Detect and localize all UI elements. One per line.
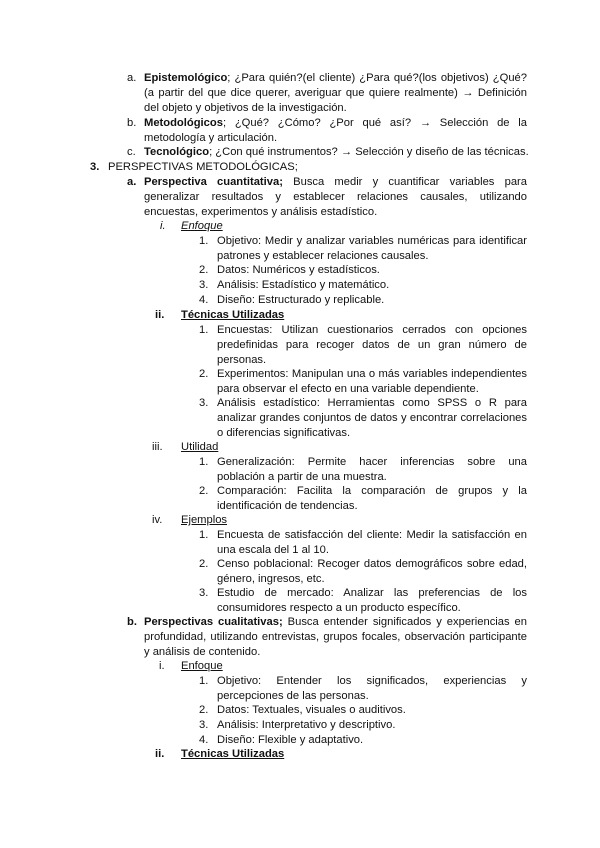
qual-term: Perspectivas cualitativas;	[144, 616, 283, 628]
quant-enfoque-heading: Enfoque	[181, 220, 223, 232]
list-item: Objetivo: Medir y analizar variables numéricas para identificar patrones y establecer relaciones causales.	[217, 235, 527, 262]
list-item: Comparación: Facilita la comparación de grupos y la identificación de tendencias.	[217, 485, 527, 512]
roman-marker: ii.	[155, 309, 165, 321]
roman-marker: i.	[159, 660, 165, 672]
quant-paragraph	[144, 175, 527, 220]
list-item: Análisis: Interpretativo y descriptivo.	[217, 719, 396, 731]
quant-term: Perspectiva cuantitativa;	[144, 176, 283, 188]
list-item: Encuestas: Utilizan cuestionarios cerrados con opciones predefinidas para recoger datos de un gran número de personas.	[217, 324, 527, 366]
number-marker: 1.	[199, 235, 209, 247]
number-marker: 2.	[199, 368, 209, 380]
list-item: Análisis: Estadístico y matemático.	[217, 279, 390, 291]
number-marker: 4.	[199, 734, 209, 746]
number-marker: 1.	[199, 529, 209, 541]
roman-marker: iv.	[152, 514, 163, 526]
list-item: Datos: Numéricos y estadísticos.	[217, 264, 380, 276]
item-text: ; ¿Qué? ¿Cómo? ¿Por qué así? → Selección de la metodología y articulación.	[144, 117, 527, 144]
qual-text: Busca entender significados y experiencias en profundidad, utilizando entrevistas, grupos focales, observación participante y análisis de contenido.	[144, 616, 527, 658]
list-marker: c.	[127, 146, 136, 158]
list-item: Experimentos: Manipulan una o más variables independientes para observar el efecto en una variable dependiente.	[217, 368, 527, 395]
list-item: Diseño: Estructurado y replicable.	[217, 294, 385, 306]
list-item: Análisis estadístico: Herramientas como SPSS o R para analizar grandes conjuntos de datos y encontrar correlaciones o diferencias significativas.	[217, 397, 527, 439]
list-item: Censo poblacional: Recoger datos demográficos sobre edad, género, ingresos, etc.	[217, 558, 527, 585]
number-marker: 1.	[199, 675, 209, 687]
number-marker: 3.	[199, 397, 209, 409]
list-item: Estudio de mercado: Analizar las preferencias de los consumidores respecto a un producto específico.	[217, 587, 527, 614]
list-item: Objetivo: Entender los significados, experiencias y percepciones de las personas.	[217, 675, 527, 702]
list-item: Encuesta de satisfacción del cliente: Medir la satisfacción en una escala del 1 al 10.	[217, 529, 527, 556]
quant-text: Busca medir y cuantificar variables para generalizar resultados y establecer relaciones causales, utilizando encuestas, experimentos y análisis estadístico.	[144, 176, 527, 218]
qual-paragraph	[144, 615, 527, 660]
number-marker: 1.	[199, 324, 209, 336]
item-text: ; ¿Para quién?(el cliente) ¿Para qué?(los objetivos) ¿Qué?(a partir del que dice querer, averiguar que quiere realmente) → Definición del objeto y objetivos de la investigación.	[144, 72, 527, 114]
tecnologico-item	[144, 145, 534, 160]
number-marker: 2.	[199, 485, 209, 497]
number-marker: 3.	[199, 587, 209, 599]
list-item: Datos: Textuales, visuales o auditivos.	[217, 704, 406, 716]
number-marker: 2.	[199, 264, 209, 276]
quant-tecnicas-heading: Técnicas Utilizadas	[181, 309, 285, 321]
list-marker: b.	[127, 117, 137, 129]
number-marker: 1.	[199, 456, 209, 468]
number-marker: 3.	[199, 279, 209, 291]
list-marker: a.	[127, 72, 137, 84]
roman-marker: ii.	[155, 748, 165, 760]
section-number: 3.	[90, 161, 100, 173]
item-text: ; ¿Con qué instrumentos? → Selección y diseño de las técnicas.	[209, 146, 529, 158]
section-title: PERSPECTIVAS METODOLÓGICAS;	[108, 161, 298, 173]
list-item: Generalización: Permite hacer inferencias sobre una población a partir de una muestra.	[217, 456, 527, 483]
epistemologico-item	[144, 71, 527, 116]
item-term: Tecnológico	[144, 146, 210, 158]
metodologicos-item	[144, 116, 527, 146]
quant-ejemplos-heading: Ejemplos	[181, 514, 228, 526]
quant-utilidad-heading: Utilidad	[181, 441, 219, 453]
item-term: Metodológicos	[144, 117, 223, 129]
list-item: Diseño: Flexible y adaptativo.	[217, 734, 364, 746]
list-marker: a.	[127, 176, 137, 188]
roman-marker: iii.	[152, 441, 163, 453]
number-marker: 2.	[199, 558, 209, 570]
qual-enfoque-heading: Enfoque	[181, 660, 223, 672]
number-marker: 3.	[199, 719, 209, 731]
qual-tecnicas-heading: Técnicas Utilizadas	[181, 748, 285, 760]
item-term: Epistemológico	[144, 72, 228, 84]
number-marker: 2.	[199, 704, 209, 716]
roman-marker: i.	[160, 220, 166, 232]
number-marker: 4.	[199, 294, 209, 306]
list-marker: b.	[127, 616, 137, 628]
